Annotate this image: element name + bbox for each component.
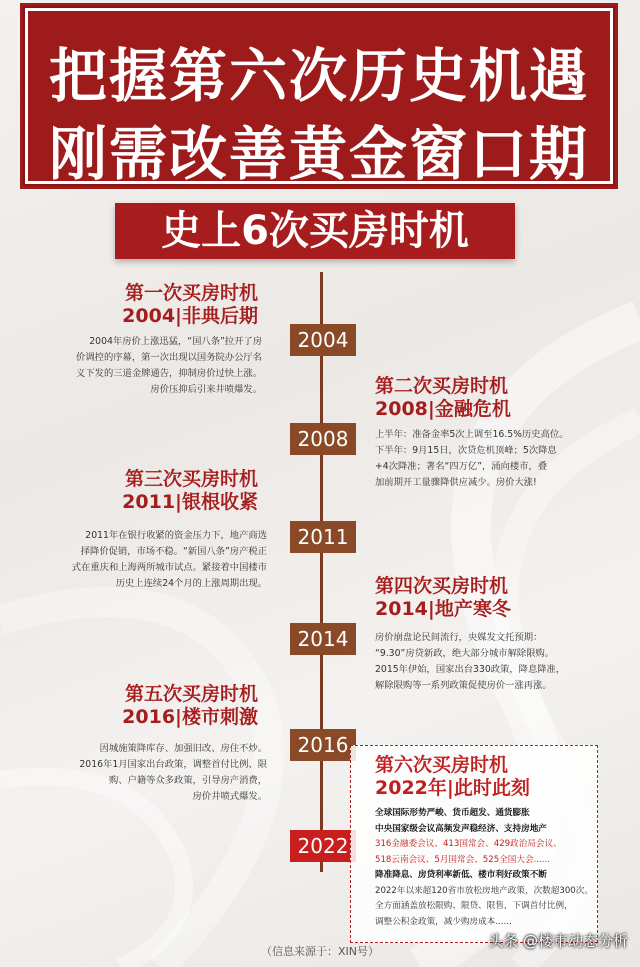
entry-2022-title-line2: 2022年|此时此刻	[375, 777, 530, 799]
entry-2014-text	[375, 630, 600, 694]
entry-2014-line: 解除限购等一系列政策促使房价一涨再涨。	[375, 680, 552, 691]
year-marker-2022: 2022	[290, 830, 356, 862]
entry-2004-text	[52, 334, 262, 398]
entry-2014-title	[375, 575, 575, 621]
entry-2022-line: 518云南会议、5月国常会、525全国大会......	[375, 854, 550, 865]
entry-2004-line: 房价压抑后引来井喷爆发。	[150, 384, 262, 395]
entry-2008-line: 加前期开工量骤降供应减少。房价大涨!	[375, 477, 537, 488]
entry-2008-title-line2: 2008|金融危机	[375, 398, 511, 420]
entry-2004-title-line2: 2004|非典后期	[122, 305, 258, 327]
entry-2011-text	[52, 528, 267, 592]
year-marker-2011: 2011	[290, 521, 356, 553]
year-marker-2004: 2004	[290, 324, 356, 356]
subtitle-banner: 史上6次买房时机	[115, 203, 515, 259]
entry-2016-text	[52, 741, 267, 805]
entry-2008-title-line1: 第二次买房时机	[375, 375, 509, 397]
header-line-2: 刚需改善黄金窗口期	[48, 120, 589, 188]
entry-2008-line: 上半年：准备金率5次上调至16.5%历史高位。	[375, 429, 569, 440]
header-banner	[25, 8, 613, 188]
entry-2022-line: 降准降息、房贷利率新低、楼市利好政策不断	[375, 870, 547, 880]
year-marker-2016: 2016	[290, 729, 356, 761]
entry-2022-line: 2022年以来超120省市放松房地产政策，次数超300次。	[375, 885, 593, 896]
entry-2016-line: 因城施策降库存、加强旧改、房住不炒。	[99, 743, 267, 754]
entry-2004-line: 义下发的三道金牌通告，抑制房价过快上涨。	[76, 368, 262, 379]
entry-2011-line: 择降价促销，市场不稳。“新国八条”房产税正	[80, 546, 267, 557]
entry-2014-title-line2: 2014|地产寒冬	[375, 598, 511, 620]
entry-2004-line: 2004年房价上涨迅猛，“国八条”拉开了房	[89, 336, 262, 347]
entry-2011-title-line2: 2011|银根收紧	[122, 491, 258, 513]
entry-2022-text	[375, 806, 597, 930]
year-marker-2014: 2014	[290, 623, 356, 655]
entry-2022-line: 全方面涵盖放松限购、限贷、限售，下调首付比例，	[375, 901, 573, 911]
entry-2022-line: 调整公积金政策，减少购房成本......	[375, 916, 512, 927]
entry-2016-title	[80, 683, 258, 729]
entry-2014-line: “9.30”房贷新政，绝大部分城市解除限购。	[375, 648, 555, 659]
entry-2016-line: 购、户籍等众多政策，引导房产消费，	[108, 775, 267, 786]
entry-2004-line: 价调控的序幕，第一次出现以国务院办公厅名	[76, 352, 262, 363]
entry-2022-title	[375, 754, 585, 800]
year-marker-2008: 2008	[290, 423, 356, 455]
entry-2022-title-line1: 第六次买房时机	[375, 754, 509, 776]
entry-2014-line: 2015年伊始，国家出台330政策，降息降准，	[375, 664, 566, 675]
entry-2016-title-line1: 第五次买房时机	[124, 683, 258, 705]
entry-2016-line: 房价井喷式爆发。	[192, 791, 267, 802]
header-line-1: 把握第六次历史机遇	[48, 42, 589, 110]
entry-2022-line: 全球国际形势严峻、货币超发、通货膨胀	[375, 808, 530, 818]
entry-2008-line: 下半年：9月15日，次贷危机顶峰；5次降息	[375, 445, 557, 456]
source-note: （信息来源于：XIN号）	[260, 945, 379, 958]
entry-2011-line: 式在重庆和上海两所城市试点。紧接着中国楼市	[71, 562, 267, 573]
entry-2004-title-line1: 第一次买房时机	[124, 282, 258, 304]
entry-2008-line: +4次降准；著名“四万亿”，涌向楼市，叠	[375, 461, 548, 472]
entry-2016-line: 2016年1月国家出台政策，调整首付比例、限	[79, 759, 267, 770]
entry-2022-line: 中央国家级会议高频发声稳经济、支持房地产	[375, 823, 547, 834]
entry-2011-title-line1: 第三次买房时机	[124, 468, 258, 490]
entry-2008-text	[375, 427, 600, 491]
entry-2011-line: 2011年在银行收紧的资金压力下，地产商选	[85, 530, 267, 541]
entry-2014-line: 房价崩盘论民间流行，央媒发文托预期：	[375, 632, 543, 643]
entry-2008-title	[375, 375, 575, 421]
entry-2011-title	[80, 468, 258, 514]
entry-2011-line: 历史上连续24个月的上涨周期出现。	[115, 578, 267, 589]
timeline-axis	[320, 272, 323, 872]
entry-2004-title	[80, 282, 258, 328]
entry-2016-title-line2: 2016|楼市刺激	[122, 706, 258, 728]
watermark-brand: 头条 @楼市动态分析	[488, 932, 628, 950]
entry-2014-title-line1: 第四次买房时机	[375, 575, 509, 597]
entry-2022-line: 316金融委会议、413国常会、429政治局会议、	[375, 839, 562, 849]
